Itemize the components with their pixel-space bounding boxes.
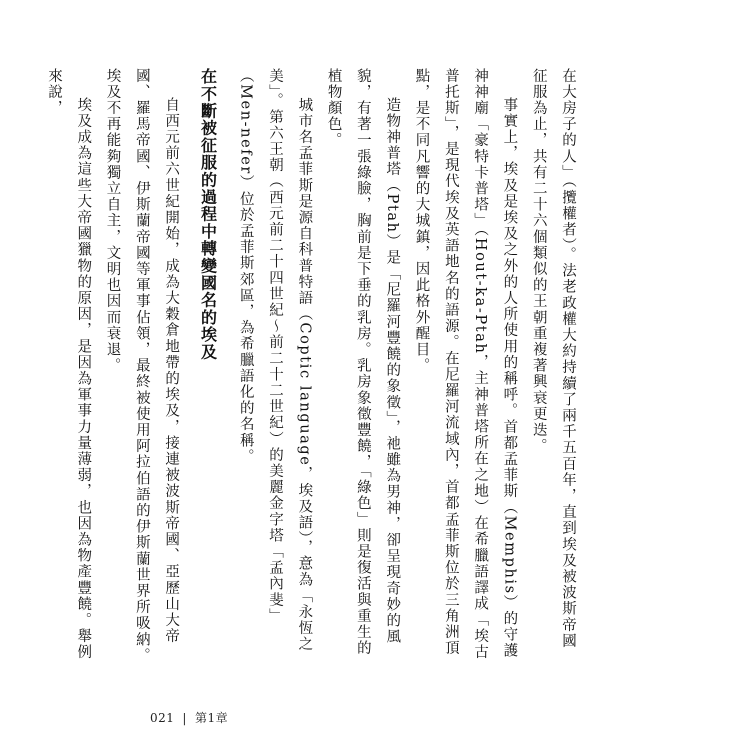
page-body-vertical-text: [39, 68, 582, 664]
paragraph-prey-reason: 埃及成為這些大帝國獵物的原因，是因為軍事力量薄弱，也因為物產豐饒。舉例來說，: [45, 68, 92, 661]
paragraph-egypt-name-origin: 事實上，埃及是埃及之外的人所使用的稱呼。首都孟菲斯（Memphis）的守護神神廟「豪特卡普塔」（Hout-ka-Ptah，主神普塔所在之地）在希臘語譯成「埃古普托斯」，是現代埃及英語地名的語源。在尼羅河流域內，首都孟菲斯位於三角洲頂點，是不同凡響的大城鎮，因此格外醒目。: [413, 68, 518, 661]
page-number: 021: [150, 711, 175, 725]
footer-separator: |: [182, 711, 187, 725]
paragraph-conquests: 自西元前六世紀開始，成為大穀倉地帶的埃及，接連被波斯帝國、亞歷山大帝國、羅馬帝國、伊斯蘭帝國等軍事佔領，最終被使用阿拉伯語的伊斯蘭世界所吸納。埃及不再能夠獨立自主，文明也因而衰退。: [104, 68, 180, 664]
paragraph-continuation: 在大房子的人」（攬權者）。法老政權大約持續了兩千五百年，直到埃及被波斯帝國征服為止，共有二十六個類似的王朝重複著興衰更迭。: [530, 68, 576, 650]
chapter-label: 第1章: [194, 711, 229, 725]
page-footer: [150, 709, 228, 726]
paragraph-memphis-name: 城市名孟菲斯是源自科普特語（Coptic language，埃及語），意為「永恆之美」。第六王朝（西元前二十四世紀～前二十二世紀）的美麗金字塔「孟內斐」（Men-nefer）位於孟菲斯郊區，為希臘語化的名稱。: [237, 68, 313, 653]
section-heading: 在不斷被征服的過程中轉變國名的埃及: [198, 68, 218, 361]
paragraph-ptah: 造物神普塔（Ptah）是「尼羅河豐饒的象徵」，祂雖為男神，卻呈現奇妙的風貌，有著一張綠臉，胸前是下垂的乳房。乳房象徵豐饒，「綠色」則是復活與重生的植物顏色。: [325, 68, 401, 657]
